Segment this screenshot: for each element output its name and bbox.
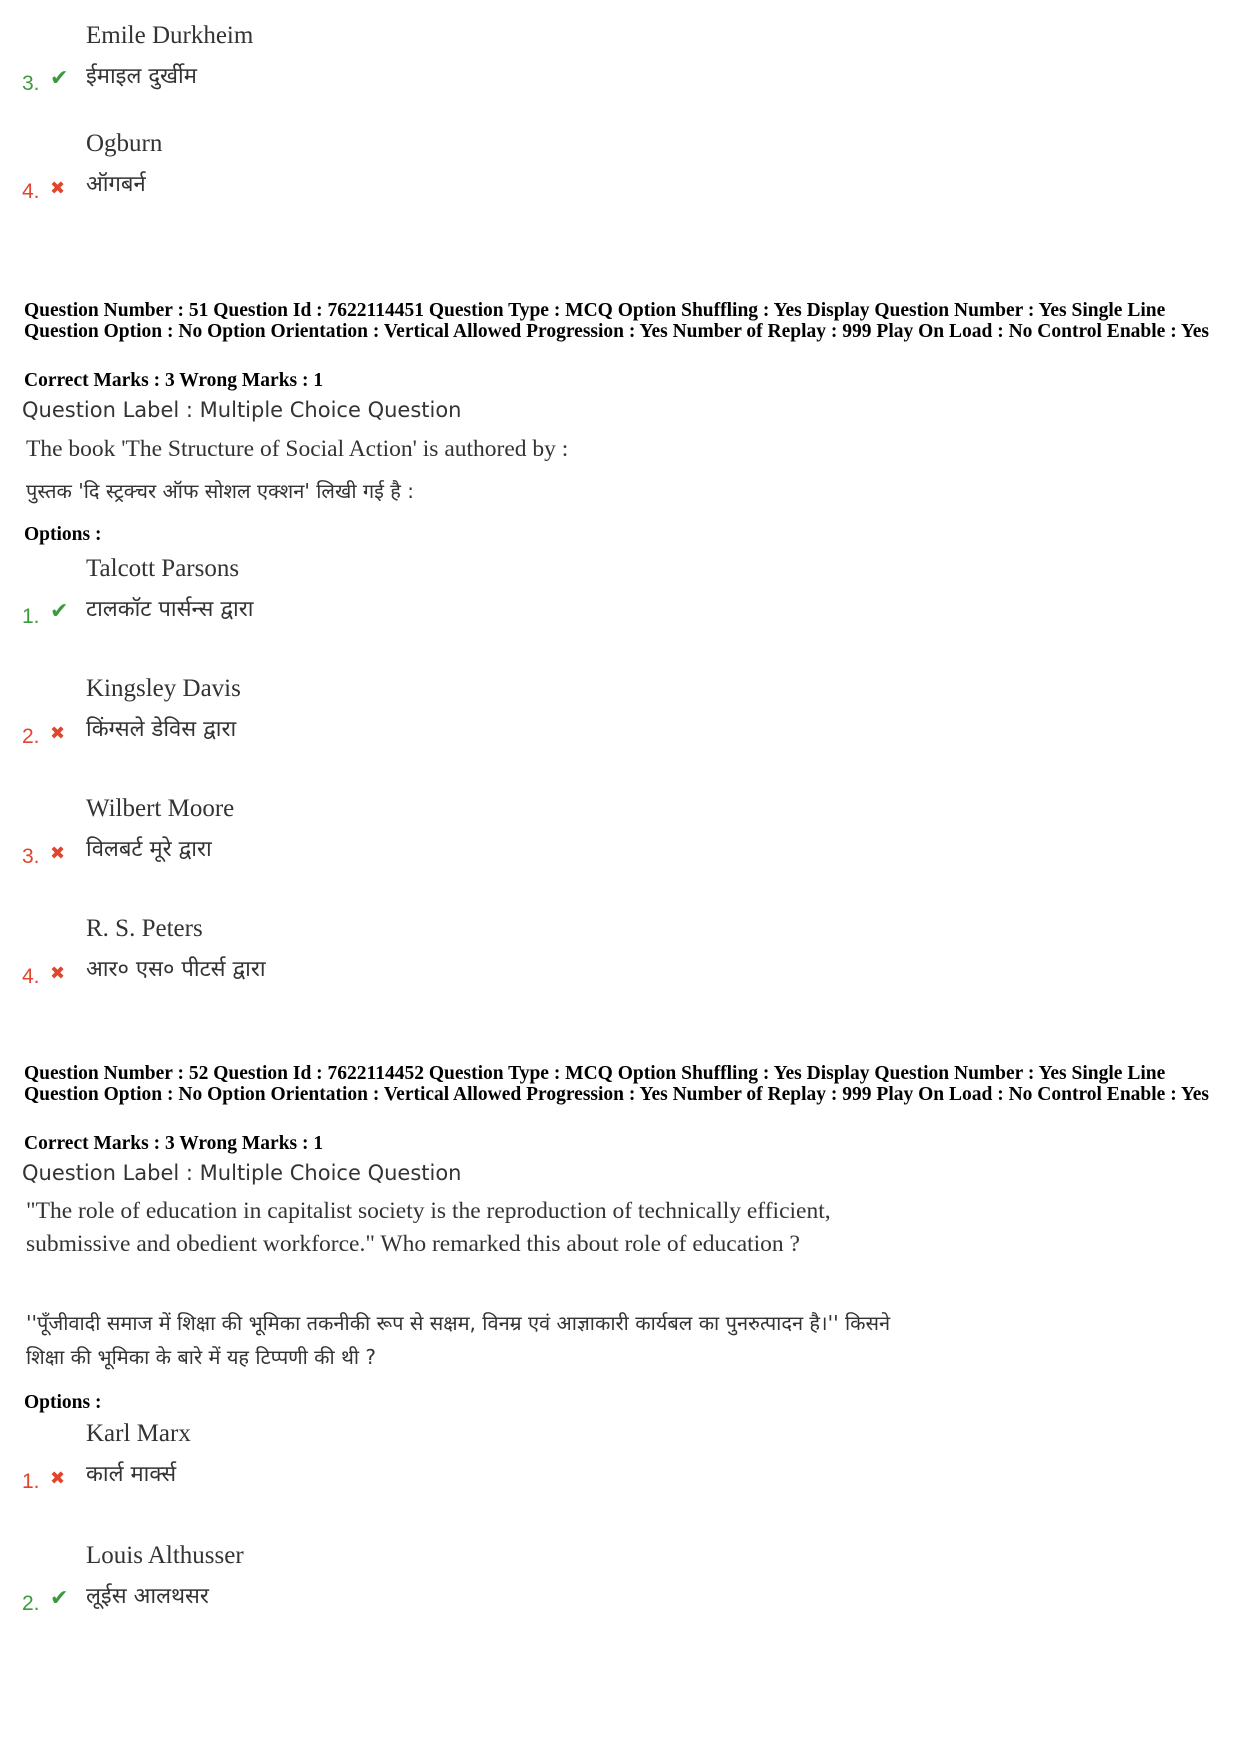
option-english: R. S. Peters xyxy=(86,915,203,942)
question-text-english: "The role of education in capitalist society is the reproduction of technically efficient, submissive and obedient workforce." Who remarked this about role of education ? xyxy=(26,1198,831,1257)
option-english: Emile Durkheim xyxy=(86,22,254,49)
option-number: 3. xyxy=(22,72,40,95)
question-meta: Question Number : 51 Question Id : 7622114451 Question Type : MCQ Option Shuffling : Yes Display Question Number : Yes Single Line Question Option : No Option Orientation : Vertical Allowed Progression : Yes Number of Replay : 999 Play On Load : No Control Enable : Yes xyxy=(24,300,1210,342)
option-hindi: विलबर्ट मूरे द्वारा xyxy=(86,837,212,862)
options-label: Options : xyxy=(24,524,102,545)
option-hindi: लूईस आलथसर xyxy=(86,1584,209,1609)
question-meta: Question Number : 52 Question Id : 7622114452 Question Type : MCQ Option Shuffling : Yes Display Question Number : Yes Single Line Question Option : No Option Orientation : Vertical Allowed Progression : Yes Number of Replay : 999 Play On Load : No Control Enable : Yes xyxy=(24,1063,1210,1105)
option-english: Ogburn xyxy=(86,130,163,157)
option-number: 1. xyxy=(22,1470,40,1493)
option-number: 3. xyxy=(22,845,40,868)
check-icon: ✔ xyxy=(50,66,69,91)
option-number: 4. xyxy=(22,180,40,203)
option-english: Talcott Parsons xyxy=(86,555,240,582)
cross-icon: ✖ xyxy=(50,178,66,199)
cross-icon: ✖ xyxy=(50,843,66,864)
cross-icon: ✖ xyxy=(50,723,66,744)
cross-icon: ✖ xyxy=(50,963,66,984)
option-hindi: किंग्सले डेविस द्वारा xyxy=(86,717,237,742)
question-label: Question Label : Multiple Choice Question xyxy=(22,1161,462,1185)
option-hindi: कार्ल मार्क्स xyxy=(86,1462,177,1487)
question-text-hindi: ''पूँजीवादी समाज में शिक्षा की भूमिका तकनीकी रूप से सक्षम, विनम्र एवं आज्ञाकारी कार्यबल का पुनरुत्पादन है।'' किसने शिक्षा की भूमिका के बारे में यह टिप्पणी की थी ? xyxy=(26,1311,891,1369)
question-marks: Correct Marks : 3 Wrong Marks : 1 xyxy=(24,1133,324,1154)
option-english: Wilbert Moore xyxy=(86,795,235,822)
option-english: Karl Marx xyxy=(86,1420,191,1447)
question-marks: Correct Marks : 3 Wrong Marks : 1 xyxy=(24,370,324,391)
option-hindi: टालकॉट पार्सन्स द्वारा xyxy=(86,597,254,622)
option-number: 2. xyxy=(22,1592,40,1615)
option-number: 4. xyxy=(22,965,40,988)
option-english: Louis Althusser xyxy=(86,1542,244,1569)
cross-icon: ✖ xyxy=(50,1468,66,1489)
question-label: Question Label : Multiple Choice Question xyxy=(22,398,462,422)
options-label: Options : xyxy=(24,1392,102,1413)
option-number: 1. xyxy=(22,605,40,628)
question-text-english: The book 'The Structure of Social Action' is authored by : xyxy=(26,436,569,462)
option-hindi: आर० एस० पीटर्स द्वारा xyxy=(86,957,266,982)
option-english: Kingsley Davis xyxy=(86,675,241,702)
option-number: 2. xyxy=(22,725,40,748)
check-icon: ✔ xyxy=(50,1586,69,1611)
option-hindi: ईमाइल दुर्खीम xyxy=(86,64,197,89)
check-icon: ✔ xyxy=(50,599,69,624)
question-text-hindi: पुस्तक 'दि स्ट्रक्चर ऑफ सोशल एक्शन' लिखी गई है : xyxy=(26,479,415,503)
option-hindi: ऑगबर्न xyxy=(86,172,146,197)
